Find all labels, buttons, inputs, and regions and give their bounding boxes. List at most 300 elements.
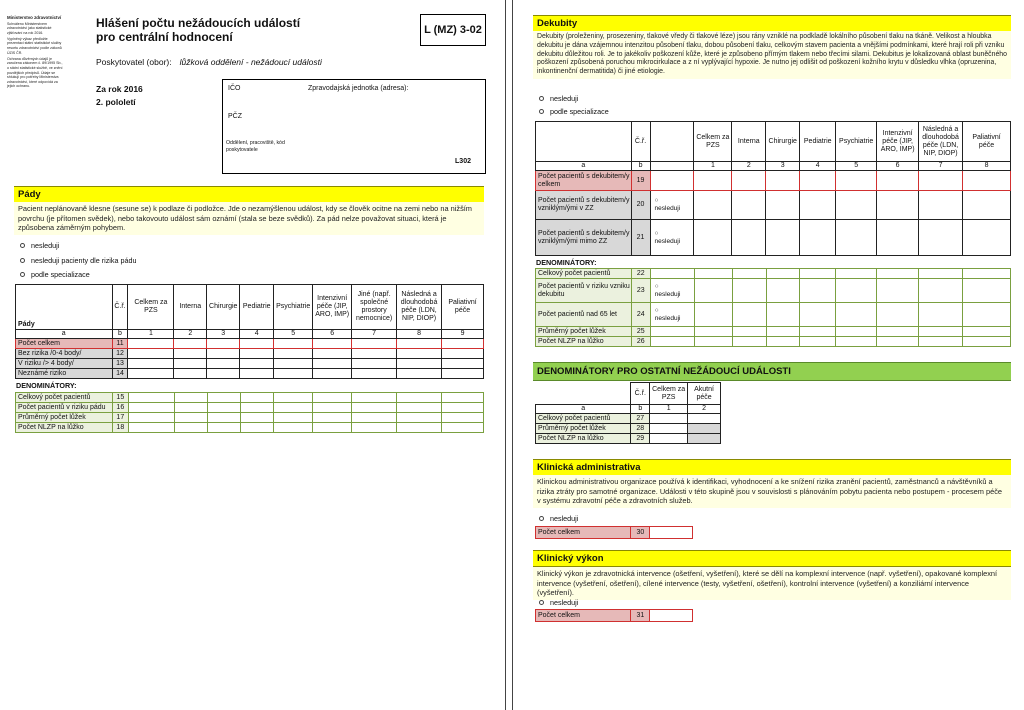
input-cell[interactable] — [732, 337, 766, 347]
col-header: Akutní péče — [688, 383, 721, 405]
radio-icon — [20, 258, 25, 263]
input-cell[interactable] — [207, 413, 240, 423]
input-cell[interactable] — [207, 423, 240, 433]
ostatni-table — [535, 382, 721, 444]
unit-code: L302 — [455, 158, 471, 165]
col-header-cr: Č.ř. — [631, 122, 650, 162]
col-header: Celkem za PZS — [650, 383, 688, 405]
table-row — [536, 269, 1011, 279]
input-cell[interactable] — [207, 403, 240, 413]
col-header: Chirurgie — [207, 285, 240, 330]
table-row — [536, 527, 693, 539]
col-index: b — [631, 405, 650, 414]
row-label: Počet pacientů s dekubitem/y celkem — [536, 171, 632, 191]
col-index: 2 — [732, 162, 766, 171]
row-label: Počet pacientů nad 65 let — [536, 303, 632, 327]
row-number: 27 — [631, 414, 650, 424]
input-cell[interactable] — [919, 279, 963, 303]
col-index: 6 — [313, 330, 352, 339]
input-cell[interactable] — [397, 349, 442, 359]
col-index: 3 — [207, 330, 240, 339]
col-index: 6 — [877, 162, 919, 171]
input-cell[interactable] — [313, 349, 352, 359]
input-cell[interactable] — [694, 279, 732, 303]
radio-icon: ○ — [654, 306, 659, 314]
input-cell[interactable] — [240, 359, 274, 369]
input-cell[interactable] — [963, 269, 1011, 279]
input-cell[interactable] — [128, 413, 174, 423]
row-label: Průměrný počet lůžek — [536, 327, 632, 337]
input-cell[interactable] — [313, 359, 352, 369]
col-header: Jiné (např. společné prostory nemocnice) — [352, 285, 397, 330]
row-label: Celkový počet pacientů — [536, 414, 631, 424]
ministry-line: Ochrana důvěrných údajů je zaručena zákonem č. 89/1995 Sb., o státní statistické službě, ve znění pozdějších předpisů. Údaje se shlukují pro potřeby Ministerstva zdravotnictví, které odpovídá za jejich ochranu. — [7, 56, 63, 89]
radio-icon — [539, 96, 544, 101]
row-label: Počet pacientů v riziku pádu — [16, 403, 113, 413]
report-half-year: 2. pololetí — [96, 97, 136, 107]
input-cell[interactable] — [240, 369, 274, 379]
row-number: 16 — [112, 403, 128, 413]
input-cell[interactable] — [732, 327, 766, 337]
section-desc-pady: Pacient neplánovaně klesne (sesune se) k podlaze či podložce. Jde o nezamýšlenou událost, kdy se člověk ocitne na zemi nebo na nižším povrchu (je přítomen svědek), nebo takovouto událost sám oznámí (stala se beze svědků). Za pád nelze považovat situaci, která je způsobena záměrným pohybem. — [14, 202, 484, 235]
row-label: Celkový počet pacientů — [536, 269, 632, 279]
form-page-right — [512, 0, 1024, 710]
input-cell[interactable] — [442, 339, 484, 349]
option-dekubity-nesleduji[interactable]: nesleduji — [539, 94, 578, 103]
input-cell[interactable] — [766, 279, 800, 303]
input-cell[interactable] — [352, 349, 397, 359]
row-label: Počet NLZP na lůžko — [16, 423, 113, 433]
input-cell[interactable] — [397, 403, 442, 413]
input-cell[interactable] — [442, 413, 484, 423]
table-row — [16, 413, 484, 423]
radio-icon — [539, 516, 544, 521]
row-number: 31 — [631, 610, 650, 622]
radio-icon — [539, 600, 544, 605]
row-number: 12 — [112, 349, 128, 359]
col-header-cr: Č.ř. — [112, 285, 128, 330]
row-label: V riziku /> 4 body/ — [16, 359, 113, 369]
row-number: 18 — [112, 423, 128, 433]
input-cell[interactable] — [919, 303, 963, 327]
col-header: Celkem za PZS — [694, 122, 732, 162]
input-cell[interactable] — [800, 171, 836, 191]
input-cell[interactable] — [128, 369, 174, 379]
input-cell[interactable] — [274, 339, 313, 349]
col-header: Následná a dlouhodobá péče (LDN, NIP, DIOP) — [919, 122, 963, 162]
input-cell[interactable] — [836, 327, 877, 337]
input-cell[interactable] — [877, 279, 919, 303]
row-number: 22 — [631, 269, 650, 279]
col-index: a — [16, 330, 113, 339]
col-header: Paliativní péče — [442, 285, 484, 330]
row-label: Počet celkem — [16, 339, 113, 349]
input-cell[interactable] — [877, 327, 919, 337]
table-row — [16, 403, 484, 413]
row-label: Průměrný počet lůžek — [536, 424, 631, 434]
row-number: 24 — [631, 303, 650, 327]
ministry-title: Ministerstvo zdravotnictví — [7, 15, 62, 20]
section-header-dekubity: Dekubity — [533, 15, 1011, 32]
col-index: 3 — [766, 162, 800, 171]
option-pady-bez-rizika[interactable]: nesleduji pacienty dle rizika pádu — [20, 256, 136, 265]
table-row — [16, 423, 484, 433]
disabled-cell — [688, 424, 721, 434]
col-index: 4 — [800, 162, 836, 171]
section-header-pady: Pády — [14, 186, 484, 203]
input-cell[interactable] — [128, 349, 174, 359]
input-cell[interactable] — [274, 393, 313, 403]
option-nesleduji[interactable]: ○ nesleduji — [650, 191, 694, 220]
input-cell[interactable] — [836, 269, 877, 279]
input-cell[interactable] — [274, 349, 313, 359]
select-cell[interactable] — [650, 171, 694, 191]
input-cell[interactable] — [963, 220, 1011, 256]
input-cell[interactable] — [128, 393, 174, 403]
table-row — [536, 303, 1011, 327]
row-number: 13 — [112, 359, 128, 369]
table-row — [536, 279, 1011, 303]
input-cell[interactable] — [352, 359, 397, 369]
input-cell[interactable] — [963, 337, 1011, 347]
pcz-label: PČZ — [228, 113, 242, 120]
col-index: 1 — [694, 162, 732, 171]
input-cell[interactable] — [174, 339, 207, 349]
option-nesleduji[interactable]: ○ nesleduji — [650, 303, 694, 327]
input-cell[interactable] — [240, 423, 274, 433]
input-cell[interactable] — [800, 269, 836, 279]
input-cell[interactable] — [442, 403, 484, 413]
input-cell[interactable] — [877, 220, 919, 256]
col-header: Interna — [732, 122, 766, 162]
input-cell[interactable] — [877, 171, 919, 191]
department-label: Oddělení, pracoviště, kód poskytovatele — [226, 140, 285, 153]
input-cell[interactable] — [128, 359, 174, 369]
report-year: Za rok 2016 — [96, 84, 143, 94]
input-cell[interactable] — [963, 191, 1011, 220]
col-index: 5 — [274, 330, 313, 339]
input-cell[interactable] — [442, 393, 484, 403]
input-cell[interactable] — [442, 369, 484, 379]
input-cell[interactable] — [877, 303, 919, 327]
input-cell[interactable] — [919, 269, 963, 279]
input-cell[interactable] — [732, 303, 766, 327]
input-cell[interactable] — [688, 414, 721, 424]
form-code: L (MZ) 3-02 — [420, 14, 486, 46]
input-cell[interactable] — [766, 220, 800, 256]
col-header: Celkem za PZS — [128, 285, 174, 330]
ico-label: IČO — [228, 85, 241, 92]
row-number: 11 — [112, 339, 128, 349]
radio-icon — [20, 243, 25, 248]
radio-icon — [539, 109, 544, 114]
input-cell[interactable] — [174, 369, 207, 379]
col-header: Následná a dlouhodobá péče (LDN, NIP, DIOP) — [397, 285, 442, 330]
section-header-ostatni: DENOMINÁTORY PRO OSTATNÍ NEŽÁDOUCÍ UDÁLOSTI — [533, 362, 1011, 381]
input-cell[interactable] — [174, 403, 207, 413]
input-cell[interactable] — [397, 339, 442, 349]
col-index: 7 — [919, 162, 963, 171]
input-cell[interactable] — [240, 413, 274, 423]
input-cell[interactable] — [800, 220, 836, 256]
input-cell[interactable] — [207, 339, 240, 349]
input-cell[interactable] — [877, 269, 919, 279]
input-cell[interactable] — [694, 327, 732, 337]
col-index: 5 — [836, 162, 877, 171]
input-cell[interactable] — [694, 171, 732, 191]
input-cell[interactable] — [766, 191, 800, 220]
input-cell[interactable] — [963, 303, 1011, 327]
input-cell[interactable] — [274, 369, 313, 379]
col-index: 1 — [128, 330, 174, 339]
row-label: Neznámé riziko — [16, 369, 113, 379]
input-cell[interactable] — [207, 349, 240, 359]
radio-icon — [20, 272, 25, 277]
input-cell[interactable] — [650, 424, 688, 434]
input-cell[interactable] — [732, 191, 766, 220]
input-cell[interactable] — [800, 337, 836, 347]
ministry-line: Vyplněný výkaz předložte prezentaci státní statistické služby resortu zdravotnictví podle zákonů ÚZIS ČR. — [7, 36, 62, 55]
col-index: 1 — [650, 405, 688, 414]
input-cell[interactable] — [352, 403, 397, 413]
input-cell[interactable] — [836, 191, 877, 220]
input-cell[interactable] — [274, 359, 313, 369]
input-cell[interactable] — [732, 269, 766, 279]
input-cell[interactable] — [313, 369, 352, 379]
input-cell[interactable] — [766, 171, 800, 191]
input-cell[interactable] — [919, 171, 963, 191]
input-cell[interactable] — [766, 327, 800, 337]
table-row — [16, 359, 484, 369]
col-header: Pediatrie — [240, 285, 274, 330]
input-cell[interactable] — [732, 171, 766, 191]
dekubity-denominator-table — [535, 268, 1011, 347]
row-number: 20 — [631, 191, 650, 220]
input-cell[interactable] — [128, 339, 174, 349]
col-index: 7 — [352, 330, 397, 339]
input-cell[interactable] — [174, 359, 207, 369]
admin-table — [535, 526, 693, 539]
col-index: a — [536, 162, 632, 171]
input-cell[interactable] — [352, 339, 397, 349]
input-cell[interactable] — [313, 393, 352, 403]
input-cell[interactable] — [207, 359, 240, 369]
unit-address-label: Zpravodajská jednotka (adresa): — [308, 85, 409, 92]
input-cell[interactable] — [274, 413, 313, 423]
row-label: Počet celkem — [536, 527, 631, 539]
input-cell[interactable] — [963, 171, 1011, 191]
input-cell[interactable] — [766, 337, 800, 347]
report-period — [96, 83, 143, 109]
provider-label: Poskytovatel (obor): — [96, 57, 172, 67]
input-cell[interactable] — [352, 393, 397, 403]
input-cell[interactable] — [207, 393, 240, 403]
col-header: Intenzivní péče (JIP, ARO, IMP) — [313, 285, 352, 330]
input-cell[interactable] — [650, 610, 693, 622]
input-cell[interactable] — [732, 220, 766, 256]
section-header-vykon: Klinický výkon — [533, 550, 1011, 567]
table-row — [16, 349, 484, 359]
input-cell[interactable] — [836, 337, 877, 347]
row-number: 14 — [112, 369, 128, 379]
input-cell[interactable] — [442, 349, 484, 359]
col-index: a — [536, 405, 631, 414]
table-row — [536, 414, 721, 424]
input-cell[interactable] — [694, 220, 732, 256]
pady-denominator-table — [15, 392, 484, 433]
provider-value: lůžková oddělení - nežádoucí události — [179, 57, 322, 67]
row-label: Počet pacientů s dekubitem/y vzniklým/ými mimo ZZ — [536, 220, 632, 256]
table-row — [16, 369, 484, 379]
input-cell[interactable] — [650, 434, 688, 444]
input-cell[interactable] — [274, 423, 313, 433]
input-cell[interactable] — [919, 337, 963, 347]
input-cell[interactable] — [836, 220, 877, 256]
select-cell[interactable] — [650, 327, 694, 337]
input-cell[interactable] — [442, 423, 484, 433]
input-cell[interactable] — [800, 279, 836, 303]
input-cell[interactable] — [877, 191, 919, 220]
table-row — [536, 424, 721, 434]
table-row — [16, 393, 484, 403]
row-number: 21 — [631, 220, 650, 256]
input-cell[interactable] — [766, 269, 800, 279]
input-cell[interactable] — [800, 303, 836, 327]
input-cell[interactable] — [919, 191, 963, 220]
option-pady-nesleduji[interactable]: nesleduji — [20, 241, 59, 250]
input-cell[interactable] — [766, 303, 800, 327]
row-number: 25 — [631, 327, 650, 337]
row-label: Počet pacientů s dekubitem/y vzniklým/ými v ZZ — [536, 191, 632, 220]
col-index: 2 — [688, 405, 721, 414]
input-cell[interactable] — [694, 191, 732, 220]
input-cell[interactable] — [397, 423, 442, 433]
table-row — [16, 339, 484, 349]
ministry-line: Schváleno Ministerstvem zdravotnictví jako statistické zjišťování na rok 2016. — [7, 21, 52, 35]
input-cell[interactable] — [442, 359, 484, 369]
col-header: Psychiatrie — [274, 285, 313, 330]
row-label: Celkový počet pacientů — [16, 393, 113, 403]
form-title: Hlášení počtu nežádoucích událostí pro centrální hodnocení — [96, 16, 301, 44]
option-nesleduji[interactable]: ○ nesleduji — [650, 220, 694, 256]
ministry-note — [7, 16, 65, 90]
reporting-unit-box[interactable] — [222, 79, 486, 174]
row-label: Bez rizika /0-4 body/ — [16, 349, 113, 359]
input-cell[interactable] — [963, 327, 1011, 337]
input-cell[interactable] — [128, 423, 174, 433]
vykon-table — [535, 609, 693, 622]
row-number: 30 — [631, 527, 650, 539]
input-cell[interactable] — [397, 369, 442, 379]
input-cell[interactable] — [240, 349, 274, 359]
input-cell[interactable] — [694, 269, 732, 279]
table-row — [536, 337, 1011, 347]
table-row — [536, 171, 1011, 191]
row-number: 26 — [631, 337, 650, 347]
col-header: Psychiatrie — [836, 122, 877, 162]
input-cell[interactable] — [174, 349, 207, 359]
input-cell[interactable] — [313, 403, 352, 413]
row-number: 29 — [631, 434, 650, 444]
input-cell[interactable] — [174, 393, 207, 403]
input-cell[interactable] — [919, 327, 963, 337]
input-cell[interactable] — [650, 414, 688, 424]
input-cell[interactable] — [240, 403, 274, 413]
input-cell[interactable] — [836, 279, 877, 303]
input-cell[interactable] — [240, 393, 274, 403]
row-number: 19 — [631, 171, 650, 191]
row-label: Počet celkem — [536, 610, 631, 622]
col-index: 9 — [442, 330, 484, 339]
input-cell[interactable] — [397, 393, 442, 403]
input-cell[interactable] — [836, 303, 877, 327]
input-cell[interactable] — [352, 369, 397, 379]
input-cell[interactable] — [694, 337, 732, 347]
table-row — [536, 327, 1011, 337]
input-cell[interactable] — [274, 403, 313, 413]
col-index: b — [631, 162, 650, 171]
option-dekubity-specializace[interactable]: podle specializace — [539, 107, 609, 116]
section-desc-dekubity: Dekubity (proleženiny, prosezeniny, tlakové vředy či tlakové léze) jsou rány vzniklé na podkladě lokálního působení tlaku na tkáně. Velikost a hloubka dekubitu je dána vzájemnou intenzitou působení tlaku, dobou působení tlaku, celkovým stavem pacienta a vnějšími podmínkami, které hrají roli při vzniku dekubitu důležitou roli. Je to jakékoliv poškození kůže, které je způsobeno přímým tlakem nebo třecími silami. Dekubitus je lokalizovaná oblast buněčného poškození způsobená poruchou mikrocirkulace a z ní vyplývající hypoxie. Je nutno jej odlišit od poškození kožního krytu v důsledku vlhka (opruzenina, inkontinenční dermatitida) či jiné etiologie. — [533, 31, 1011, 79]
col-header: Chirurgie — [766, 122, 800, 162]
input-cell[interactable] — [800, 191, 836, 220]
input-cell[interactable] — [174, 413, 207, 423]
input-cell[interactable] — [694, 303, 732, 327]
select-cell[interactable] — [650, 337, 694, 347]
input-cell[interactable] — [836, 171, 877, 191]
radio-icon: ○ — [654, 197, 659, 204]
input-cell[interactable] — [313, 339, 352, 349]
col-header: Pediatrie — [800, 122, 836, 162]
dekubity-denominators-title: DENOMINÁTORY: — [536, 258, 597, 267]
input-cell[interactable] — [313, 413, 352, 423]
input-cell[interactable] — [313, 423, 352, 433]
input-cell[interactable] — [352, 423, 397, 433]
col-index: 8 — [963, 162, 1011, 171]
input-cell[interactable] — [128, 403, 174, 413]
input-cell[interactable] — [397, 359, 442, 369]
col-header: Intenzivní péče (JIP, ARO, IMP) — [877, 122, 919, 162]
input-cell[interactable] — [240, 339, 274, 349]
input-cell[interactable] — [963, 279, 1011, 303]
radio-icon: ○ — [654, 282, 659, 290]
disabled-cell — [688, 434, 721, 444]
input-cell[interactable] — [732, 279, 766, 303]
option-pady-specializace[interactable]: podle specializace — [20, 270, 90, 279]
option-nesleduji[interactable]: ○ nesleduji — [650, 279, 694, 303]
section-desc-admin: Klinickou administrativou organizace používá k identifikaci, vyhodnocení a ke snížení rizika zranění pacientů, zaměstnanců a návštěvníků a rizika ztráty pro samotné organizace. Události v této skupině jsou v souvislosti s plánováním pobytu pacienta nebo postupem - procesem péče v systému zdravotní péče a zdravotních služeb. — [533, 475, 1011, 508]
input-cell[interactable] — [650, 527, 693, 539]
input-cell[interactable] — [207, 369, 240, 379]
input-cell[interactable] — [800, 327, 836, 337]
input-cell[interactable] — [919, 220, 963, 256]
row-number: 23 — [631, 279, 650, 303]
option-admin-nesleduji[interactable]: nesleduji — [539, 514, 578, 523]
option-vykon-nesleduji[interactable]: nesleduji — [539, 598, 578, 607]
form-page-left — [0, 0, 506, 710]
col-index: 8 — [397, 330, 442, 339]
table-row — [536, 220, 1011, 256]
input-cell[interactable] — [352, 413, 397, 423]
input-cell[interactable] — [877, 337, 919, 347]
col-index: b — [112, 330, 128, 339]
input-cell[interactable] — [397, 413, 442, 423]
select-cell[interactable] — [650, 269, 694, 279]
input-cell[interactable] — [174, 423, 207, 433]
pady-corner-label: Pády — [16, 285, 113, 330]
col-header-cr: Č.ř. — [631, 383, 650, 405]
col-index: 4 — [240, 330, 274, 339]
